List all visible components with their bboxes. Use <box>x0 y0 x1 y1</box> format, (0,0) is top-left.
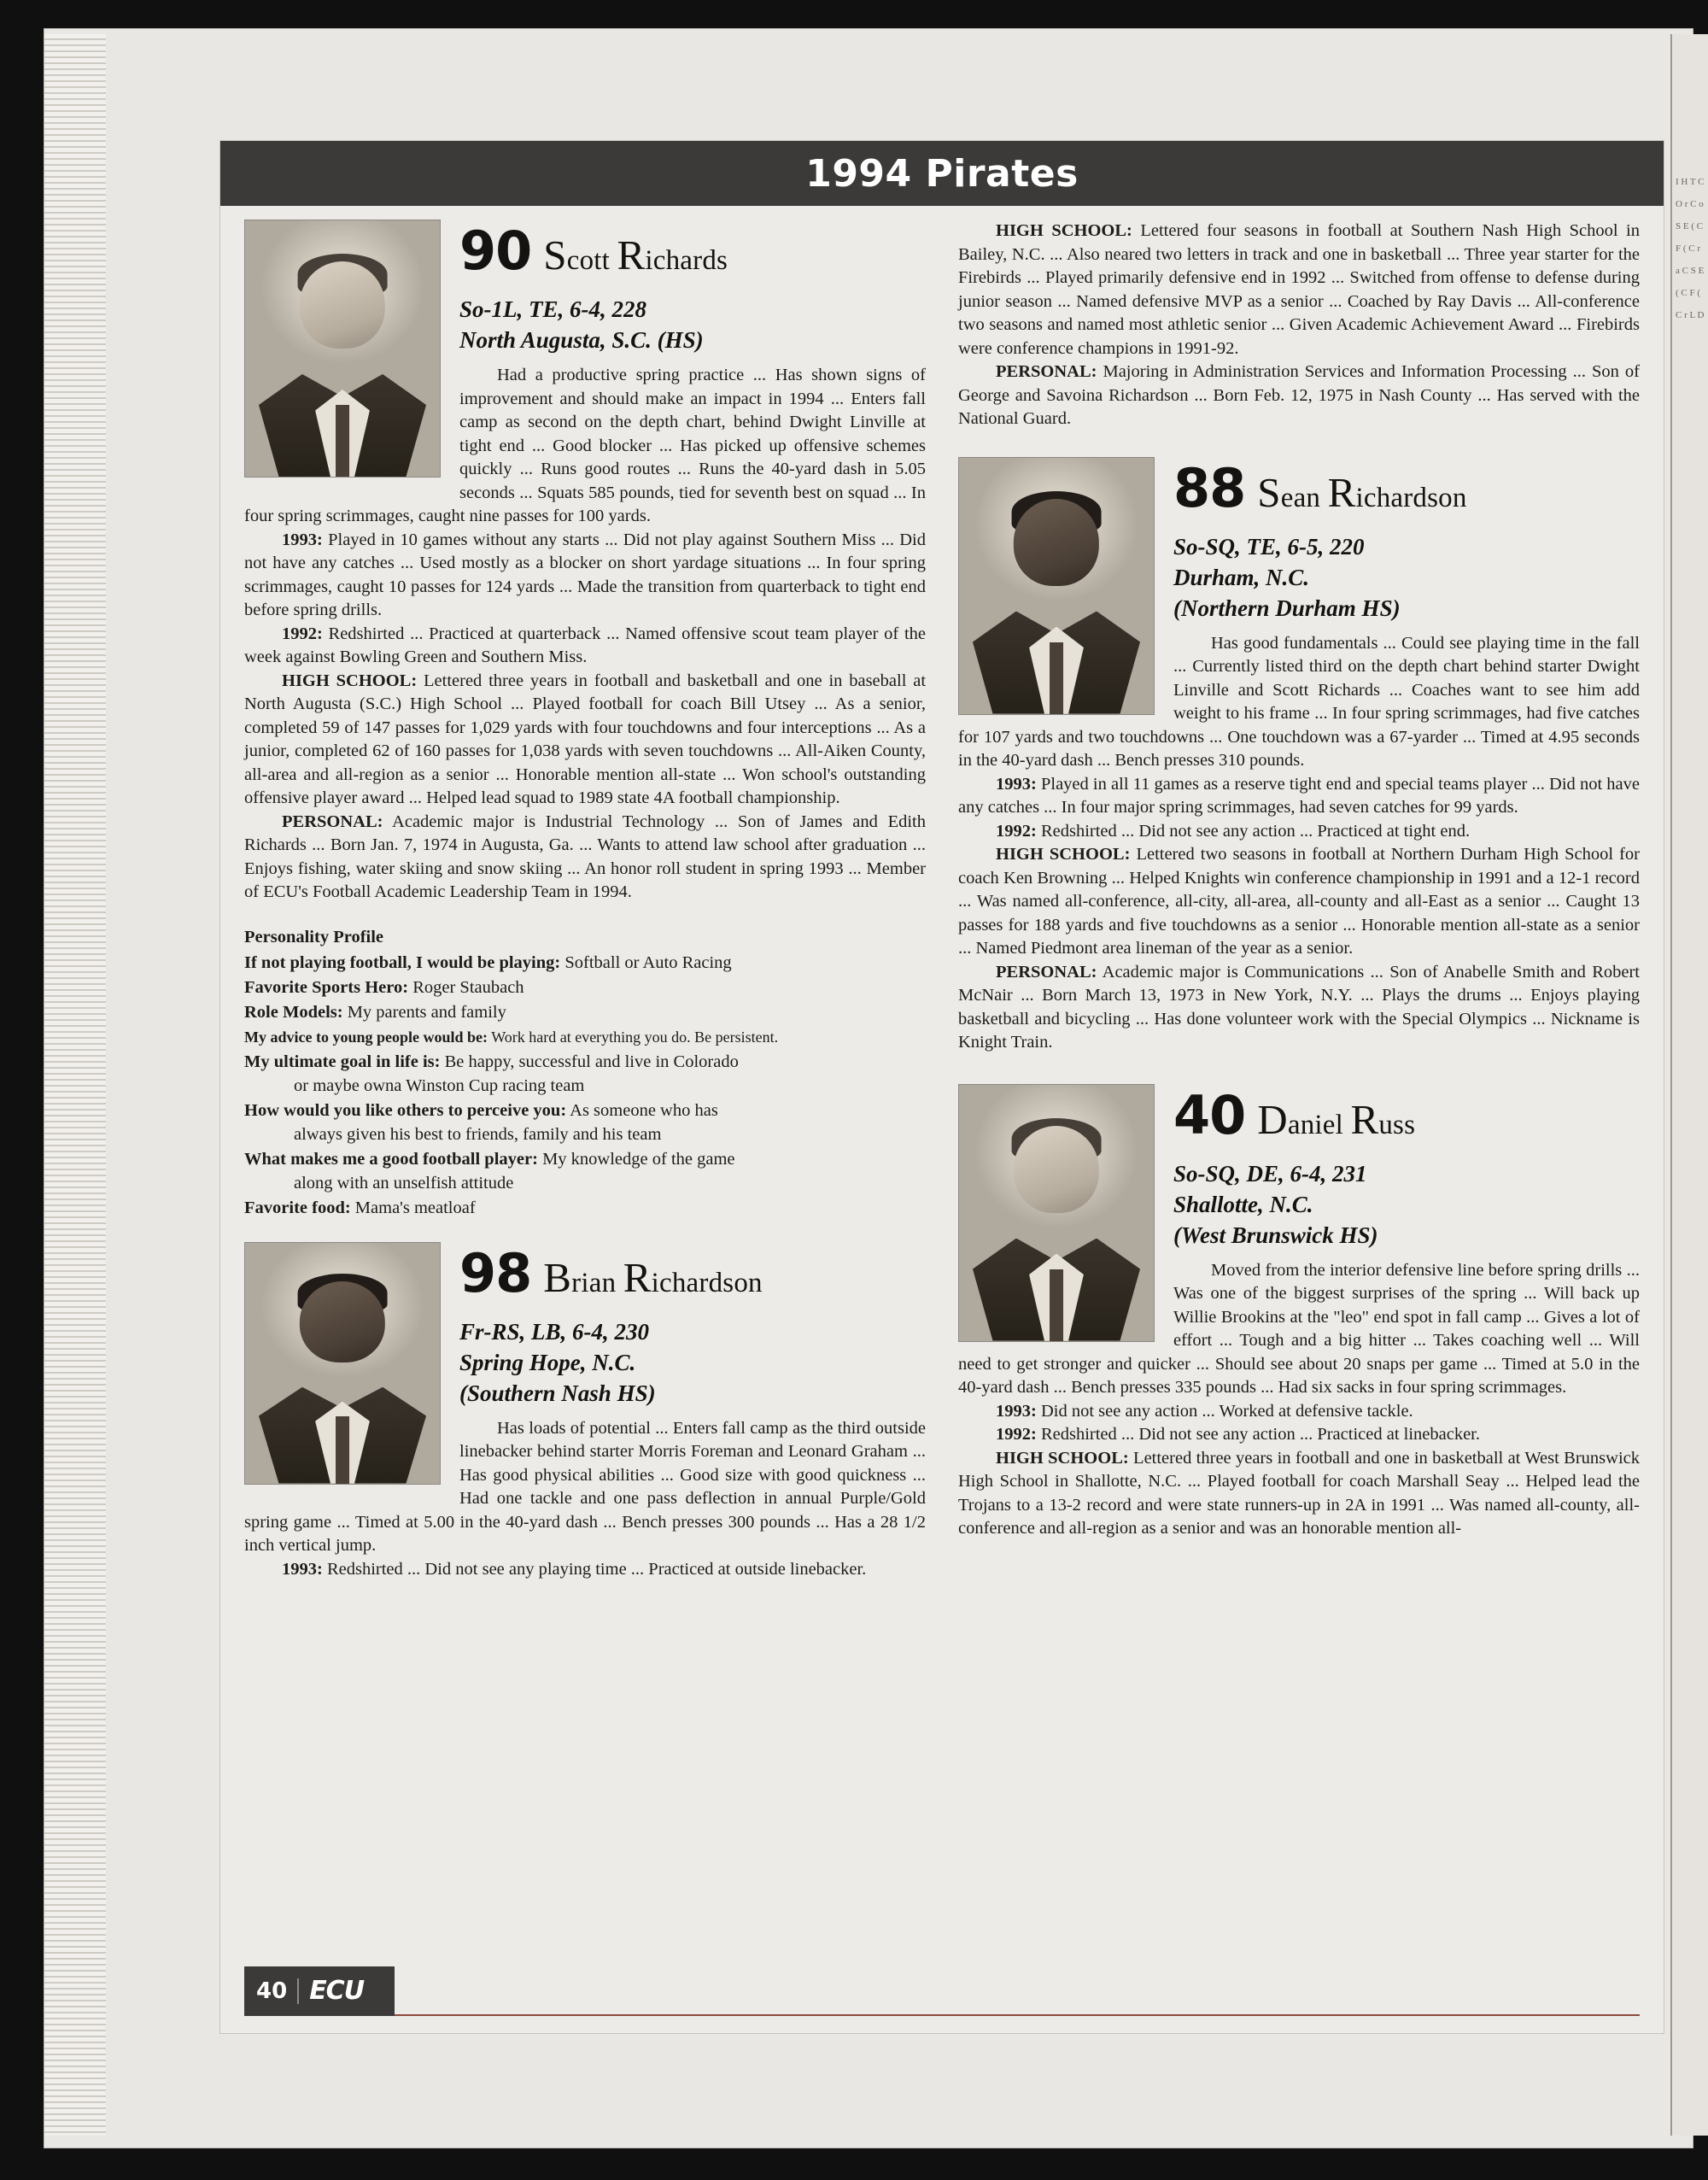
player-name <box>543 231 728 280</box>
last-name-initial: R <box>617 231 646 278</box>
vitals-line-3: (Southern Nash HS) <box>459 1380 656 1406</box>
bio-lead: 1993: <box>996 1401 1037 1421</box>
player-entry-98 <box>244 1242 926 1582</box>
bio-paragraph <box>244 811 926 905</box>
bio-paragraph <box>244 623 926 670</box>
bio-lead: PERSONAL: <box>996 962 1097 982</box>
bio-text: Redshirted ... Did not see any action ... Practiced at linebacker. <box>1036 1425 1480 1444</box>
photo-tie <box>336 1416 349 1484</box>
player-name <box>543 1253 763 1303</box>
bio-paragraph <box>958 773 1640 820</box>
bio-paragraph <box>244 670 926 811</box>
profile-answer: Mama's meatloaf <box>350 1198 476 1217</box>
profile-answer: Roger Staubach <box>408 977 524 997</box>
profile-row <box>244 1050 926 1098</box>
bio-lead: HIGH SCHOOL: <box>282 671 418 690</box>
vitals-line-2: Spring Hope, N.C. <box>459 1349 636 1375</box>
yearbook-page <box>220 141 1664 2033</box>
vitals-line-2: Shallotte, N.C. <box>1173 1191 1313 1217</box>
profile-row <box>244 1099 926 1146</box>
profile-question: Favorite Sports Hero: <box>244 977 409 997</box>
player-title-line <box>1173 1083 1640 1146</box>
profile-row <box>244 1000 926 1024</box>
bio-lead: PERSONAL: <box>282 812 383 831</box>
vitals-line-3: (Northern Durham HS) <box>1173 595 1401 621</box>
profile-row <box>244 976 926 999</box>
photo-face <box>1014 499 1099 586</box>
vitals-line-2: Durham, N.C. <box>1173 564 1310 590</box>
bio-paragraph <box>958 220 1640 360</box>
first-name-rest: ean <box>1280 482 1321 513</box>
profile-row <box>244 951 926 975</box>
bio-text: Did not see any action ... Worked at defensive tackle. <box>1036 1401 1413 1421</box>
last-name-rest: uss <box>1378 1109 1416 1140</box>
bio-text: Majoring in Administration Services and Information Processing ... Son of George and Savoina Richardson ... Born Feb. 12, 1975 in Nash County ... Has served with the National Guard. <box>958 362 1640 428</box>
profile-row <box>244 1196 926 1220</box>
bio-text: Lettered two seasons in football at Northern Durham High School for coach Ken Browning ... Helped Knights win conference championship in 1991 and a 12-1 record ... Was named all-conference, all-city, all-area, all-county and all-East as a senior ... Caught 13 passes for 188 yards and five touchdowns as a senior ... Honorable mention all-state as a senior ... Named Piedmont area lineman of the year as a senior. <box>958 845 1641 958</box>
bio-lead: 1992: <box>282 624 323 643</box>
bio-text: Played in 10 games without any starts ... Did not play against Southern Miss ... Did not have any catches ... Used mostly as a blocker on short yardage situations ... In four spring scrimmages, caught 10 passes for 124 yards ... Made the transition from quarterback to tight end before spring drills. <box>244 530 926 619</box>
player-jersey-number: 88 <box>1173 456 1246 519</box>
bio-paragraph <box>958 360 1640 431</box>
player-title-line <box>459 220 926 282</box>
vitals-line-2: North Augusta, S.C. (HS) <box>459 327 704 353</box>
player-summary: Has good fundamentals ... Could see playing time in the fall ... Currently listed third on the depth chart behind starter Dwight Linville and Scott Richards ... Coaches want to see him add weight to his frame ... In four spring scrimmages, had five catches for 107 yards and two touchdowns ... One touchdown was a 67-yarder ... Timed at 4.95 seconds in the 40-yard dash ... Bench presses 310 pounds. <box>958 633 1640 770</box>
bio-text: Lettered three years in football and one in basketball at West Brunswick High School in Shallotte, N.C. ... Played football for coach Marshall Seay ... Helped lead the Trojans to a 13-2 record and were state runners-up in 2A in 1991 ... Was named all-county, all-conference and all-region as a senior and was an honorable mention all- <box>958 1448 1641 1538</box>
player-jersey-number: 90 <box>459 220 532 282</box>
bio-lead: 1993: <box>996 774 1037 794</box>
player-photo <box>958 457 1155 715</box>
player-name <box>1257 468 1467 518</box>
player-summary: Has loads of potential ... Enters fall camp as the third outside linebacker behind starter Morris Foreman and Leonard Graham ... Has good physical abilities ... Good size with good quickness ... Had one tackle and one pass deflection in annual Purple/Gold spring game ... Timed at 5.00 in the 40-yard dash ... Bench presses 300 pounds ... Has a 28 1/2 inch vertical jump. <box>244 1418 926 1555</box>
bio-lead: HIGH SCHOOL: <box>996 1448 1129 1468</box>
vitals-line-3: (West Brunswick HS) <box>1173 1222 1378 1248</box>
first-name-initial: S <box>1257 468 1281 516</box>
profile-question: My ultimate goal in life is: <box>244 1052 441 1071</box>
player-bio <box>244 1558 926 1582</box>
player-entry-88 <box>958 457 1640 1055</box>
last-name-initial: R <box>1350 1095 1379 1143</box>
bio-lead: 1993: <box>282 1559 323 1579</box>
player-photo <box>958 1084 1155 1342</box>
profile-answer: My knowledge of the game <box>537 1149 735 1169</box>
left-column <box>244 220 926 1590</box>
player-bio <box>958 1400 1640 1541</box>
player-bio <box>958 773 1640 1055</box>
profile-answer-continued: or maybe owna Winston Cup racing team <box>294 1075 585 1095</box>
bio-paragraph <box>958 1400 1640 1424</box>
profile-answer: My parents and family <box>342 1002 506 1022</box>
ecu-logo: ECU <box>297 1978 364 2004</box>
first-name-initial: B <box>543 1253 572 1301</box>
bio-text: Academic major is Industrial Technology ... Son of James and Edith Richards ... Born Jan. 7, 1974 in Augusta, Ga. ... Wants to attend law school after graduation ... Enjoys fishing, water skiing and snow skiing ... An honor roll student in spring 1993 ... Member of ECU's Football Academic Leadership Team in 1994. <box>244 812 926 901</box>
bio-text: Lettered three years in football and basketball and one in baseball at North Augusta (S.C.) High School ... Played football for coach Bill Utsey ... As a senior, completed 59 of 147 passes for 1,029 yards with four touchdowns and four interceptions ... As a junior, completed 62 of 160 passes for 1,038 yards with seven touchdowns ... All-Aiken County, all-area and all-region as a senior ... Honorable mention all-state ... Won school's outstanding offensive player award ... Helped lead squad to 1989 state 4A football championship. <box>244 671 927 807</box>
bio-paragraph <box>958 843 1640 961</box>
vitals-line-1: So-SQ, TE, 6-5, 220 <box>1173 533 1365 560</box>
bio-paragraph <box>958 820 1640 844</box>
bio-paragraph <box>244 529 926 623</box>
profile-answer-continued: always given his best to friends, family and his team <box>294 1124 662 1144</box>
photo-face <box>300 1281 385 1363</box>
page-footer <box>244 1966 1640 2019</box>
bio-lead: 1992: <box>996 821 1037 841</box>
first-name-initial: S <box>543 231 567 278</box>
photo-tie <box>336 405 349 477</box>
page-title: 1994 Pirates <box>220 141 1664 206</box>
bio-paragraph <box>958 1447 1640 1541</box>
player-jersey-number: 98 <box>459 1241 532 1304</box>
bio-text: Redshirted ... Did not see any action ... Practiced at tight end. <box>1036 821 1471 841</box>
profile-answer-continued: along with an unselfish attitude <box>294 1173 514 1193</box>
last-name-initial: R <box>623 1253 652 1301</box>
player-photo <box>244 220 441 478</box>
player-summary: Had a productive spring practice ... Has shown signs of improvement and should make an impact in 1994 ... Enters fall camp as second on the depth chart, behind Dwight Linville at tight end ... Good blocker ... Has picked up offensive schemes quickly ... Runs good routes ... Runs the 40-yard dash in 5.05 seconds ... Squats 585 pounds, tied for seventh best on squad ... In four spring scrimmages, caught nine passes for 100 yards. <box>244 366 926 525</box>
profile-question: If not playing football, I would be playing: <box>244 952 561 972</box>
last-name-rest: ichardson <box>1355 482 1467 513</box>
vitals-line-1: Fr-RS, LB, 6-4, 230 <box>459 1318 650 1345</box>
bio-lead: HIGH SCHOOL: <box>996 845 1131 864</box>
photo-tie <box>1050 1269 1063 1341</box>
profile-row <box>244 1025 926 1049</box>
photo-tie <box>1050 642 1063 714</box>
profile-title: Personality Profile <box>244 927 384 946</box>
bio-text: Played in all 11 games as a reserve tight end and special teams player ... Did not have any catches ... In four major spring scrimmages, had seven catches for 99 yards. <box>958 774 1640 817</box>
profile-question: Role Models: <box>244 1002 343 1022</box>
profile-question: How would you like others to perceive you: <box>244 1100 567 1120</box>
profile-answer: Be happy, successful and live in Colorado <box>440 1052 739 1071</box>
page-number: 40 <box>256 1978 288 2004</box>
vitals-line-1: So-1L, TE, 6-4, 228 <box>459 296 646 322</box>
first-name-initial: D <box>1257 1095 1288 1143</box>
bio-text: Lettered four seasons in football at Southern Nash High School in Bailey, N.C. ... Also neared two letters in track and one in basketball ... Three year starter for the Firebirds ... Played primarily defensive end in 1992 ... Switched from offense to defense during junior season ... Named defensive MVP as a senior ... Coached by Ray Davis ... All-conference two seasons and named most athletic senior ... Given Academic Achievement Award ... Firebirds were conference champions in 1991-92. <box>958 221 1640 358</box>
adjacent-page-text: I H T C O r C o S E ( C F ( C r a C S E ( C F ( C r L D <box>1676 177 1705 320</box>
bio-paragraph <box>958 961 1640 1055</box>
bio-lead: PERSONAL: <box>996 362 1097 381</box>
player-name <box>1257 1095 1416 1145</box>
player-summary: Moved from the interior defensive line before spring drills ... Was one of the biggest surprises of the spring ... Will back up Willie Brookins at the "leo" end spot in fall camp ... Gives a lot of effort ... Tough and a big hitter ... Takes coaching well ... Will need to get stronger and quicker ... Should see about 20 snaps per game ... Timed at 5.0 in the 40-yard dash ... Bench presses 335 pounds ... Had six sacks in four spring scrimmages. <box>958 1260 1640 1397</box>
last-name-rest: ichardson <box>651 1267 763 1298</box>
personality-profile <box>244 925 926 1220</box>
profile-answer: As someone who has <box>566 1100 718 1120</box>
bio-text: Redshirted ... Practiced at quarterback ... Named offensive scout team player of the week against Bowling Green and Southern Miss. <box>244 624 926 666</box>
page-columns <box>244 220 1640 1590</box>
profile-question: Favorite food: <box>244 1198 351 1217</box>
profile-question: My advice to young people would be: <box>244 1028 488 1046</box>
bio-lead: HIGH SCHOOL: <box>996 221 1132 240</box>
footer-rule <box>395 2014 1640 2016</box>
first-name-rest: aniel <box>1287 1109 1344 1140</box>
player-bio <box>244 529 926 905</box>
player-jersey-number: 40 <box>1173 1083 1246 1146</box>
profile-row <box>244 1147 926 1195</box>
bio-text: Redshirted ... Did not see any playing time ... Practiced at outside linebacker. <box>322 1559 867 1579</box>
profile-answer: Softball or Auto Racing <box>560 952 732 972</box>
bio-paragraph <box>244 1558 926 1582</box>
page-number-tab <box>244 1966 395 2016</box>
player-entry-90 <box>244 220 926 905</box>
bio-paragraph <box>958 1423 1640 1447</box>
right-column <box>958 220 1640 1590</box>
player-title-line <box>459 1241 926 1304</box>
photo-face <box>300 261 385 349</box>
photo-face <box>1014 1126 1099 1213</box>
profile-answer: Work hard at everything you do. Be persistent. <box>488 1028 779 1046</box>
first-name-rest: rian <box>571 1267 617 1298</box>
bio-lead: 1992: <box>996 1425 1037 1444</box>
last-name-rest: ichards <box>645 245 728 276</box>
player-photo <box>244 1242 441 1485</box>
vitals-line-1: So-SQ, DE, 6-4, 231 <box>1173 1160 1367 1187</box>
page-edges <box>44 34 106 2136</box>
bio-lead: 1993: <box>282 530 323 549</box>
profile-question: What makes me a good football player: <box>244 1149 538 1169</box>
player-title-line <box>1173 456 1640 519</box>
bio-text: Academic major is Communications ... Son of Anabelle Smith and Robert McNair ... Born March 13, 1973 in New York, N.Y. ... Plays the drums ... Enjoys playing basketball and bicycling ... Has done volunteer work with the Special Olympics ... Nickname is Knight Train. <box>958 962 1640 1052</box>
player-entry-40 <box>958 1084 1640 1541</box>
continued-bio <box>958 220 1640 431</box>
first-name-rest: cott <box>566 245 611 276</box>
last-name-initial: R <box>1327 468 1356 516</box>
